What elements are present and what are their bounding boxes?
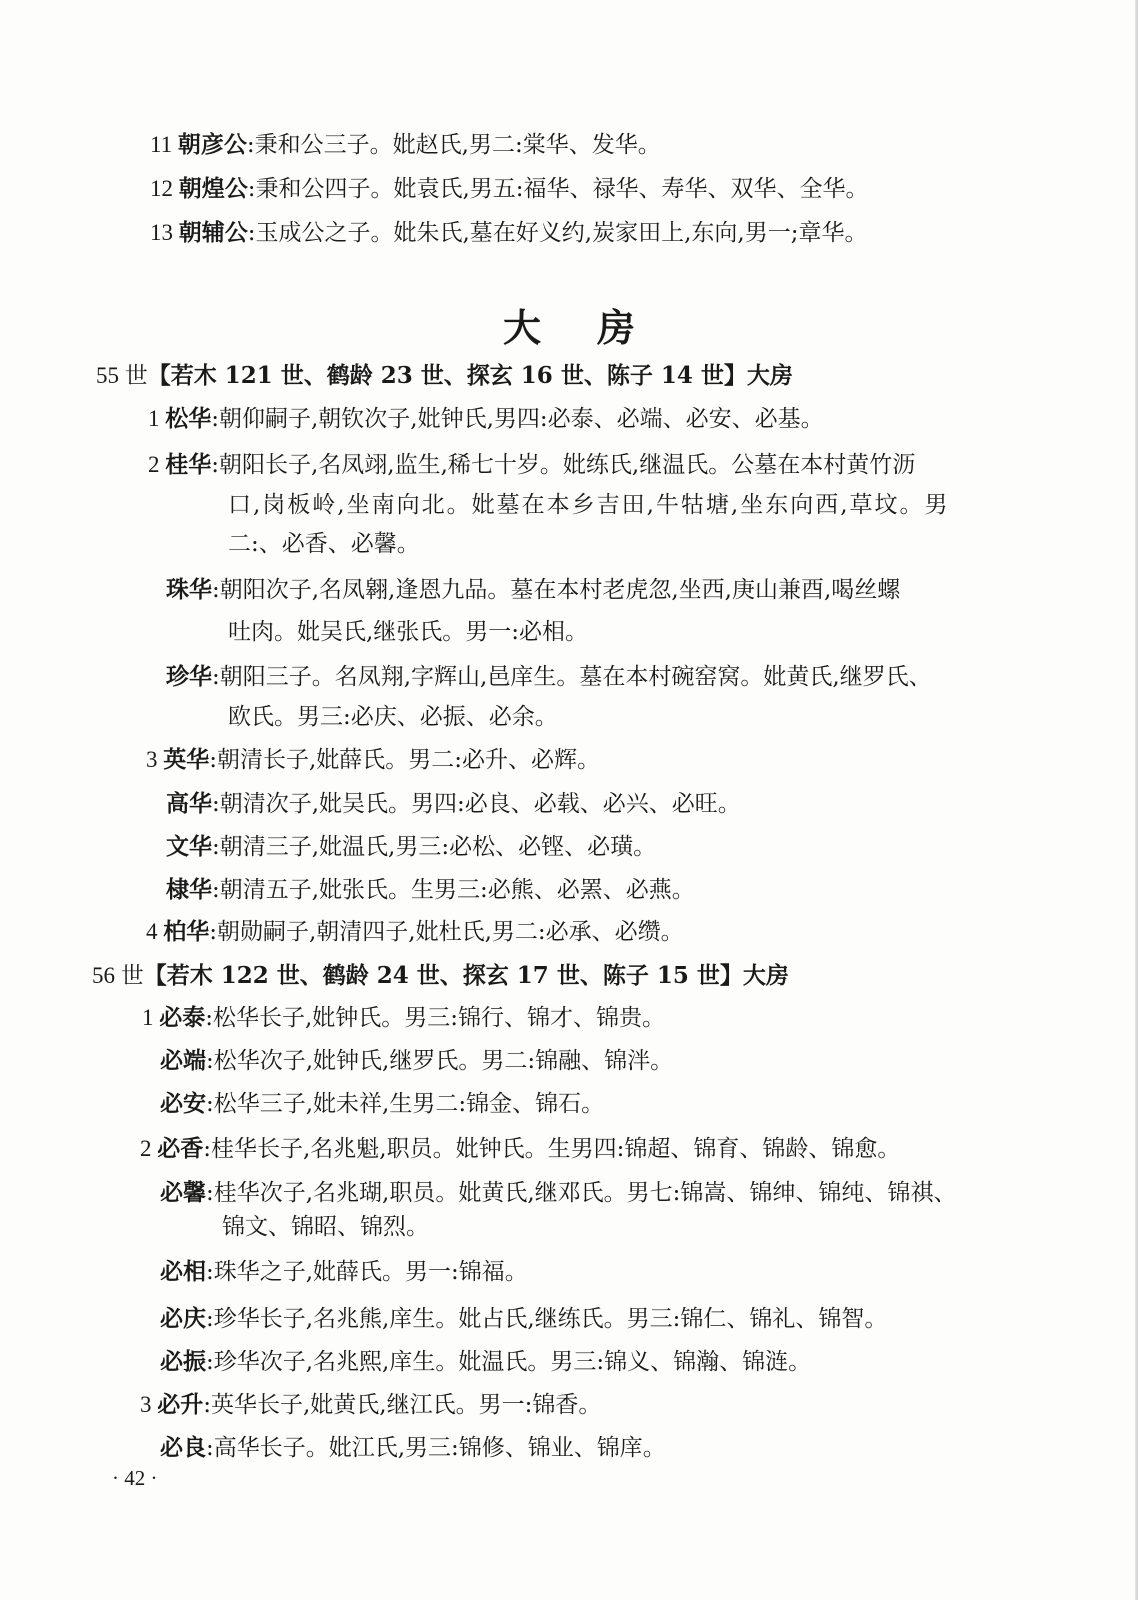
- entry-name: 必升: [157, 1391, 204, 1418]
- entry-guihua-cont-2: 二:、必香、必馨。: [228, 531, 420, 557]
- entry-biqing: [160, 1305, 887, 1333]
- generation-number: 55 世: [96, 363, 148, 388]
- entry-name: 朝辅公: [178, 219, 248, 246]
- entry-bian: [160, 1090, 604, 1118]
- entry-text: :珍华次子,名兆熙,庠生。妣温氏。男三:锦义、锦瀚、锦涟。: [206, 1349, 812, 1375]
- entry-text: :朝清次子,妣吴氏。男四:必良、必载、必兴、必旺。: [212, 791, 741, 817]
- generation-heading-55: [96, 362, 793, 390]
- entry-number: 2: [140, 1136, 158, 1161]
- entry-name: 桂华: [165, 451, 212, 478]
- entry-text: :朝清三子,妣温氏,男三:必松、必铿、必璜。: [212, 834, 657, 860]
- entry-zhenhua-cont: 欧氏。男三:必庆、必振、必余。: [228, 704, 558, 730]
- entry-text: :松华长子,妣钟氏。男三:锦行、锦才、锦贵。: [205, 1005, 666, 1031]
- entry-name: 必香: [157, 1135, 204, 1162]
- entry-baihua: [146, 918, 684, 946]
- entry-chaoyan: [150, 131, 661, 159]
- generation-lineage: 【若木 122 世、鹤龄 24 世、探玄 17 世、陈子 15 世】: [143, 962, 743, 989]
- entry-name: 必馨: [160, 1179, 206, 1206]
- entry-text: :松华次子,妣钟氏,继罗氏。男二:锦融、锦泮。: [206, 1048, 674, 1074]
- entry-songhua: [148, 405, 824, 433]
- entry-dihua: [166, 876, 695, 904]
- entry-bixiang: [140, 1135, 900, 1163]
- entry-text: :珍华长子,名兆熊,庠生。妣占氏,继练氏。男三:锦仁、锦礼、锦智。: [206, 1306, 888, 1332]
- entry-number: 12: [150, 176, 179, 201]
- entry-text: :珠华之子,妣薛氏。男一:锦福。: [206, 1259, 528, 1285]
- entry-zhuhua: [166, 576, 900, 604]
- entry-text: :松华三子,妣未祥,生男二:锦金、锦石。: [206, 1091, 605, 1117]
- entry-biduan: [160, 1047, 673, 1075]
- section-title: 大房: [502, 305, 691, 350]
- entry-chaohuang: [150, 175, 869, 203]
- entry-name: 朝煌公: [178, 175, 248, 202]
- entry-bitai: [142, 1004, 665, 1032]
- entry-name: 必振: [160, 1348, 206, 1375]
- page-number: · 42 ·: [112, 1466, 158, 1490]
- generation-branch: 大房: [746, 362, 793, 389]
- entry-name: 柏华: [163, 918, 210, 945]
- entry-text: :朝清五子,妣张氏。生男三:必熊、必罴、必燕。: [212, 877, 695, 903]
- entry-text: :玉成公之子。妣朱氏,墓在好义约,炭家田上,东向,男一;章华。: [247, 220, 868, 246]
- entry-yinghua: [146, 746, 600, 774]
- entry-chaofu: [150, 219, 868, 247]
- entry-text: :朝清长子,妣薛氏。男二:必升、必辉。: [209, 747, 601, 773]
- entry-guihua: [148, 451, 915, 479]
- entry-number: 1: [142, 1005, 160, 1030]
- generation-heading-56: [92, 962, 789, 990]
- entry-bixin-cont: 锦文、锦昭、锦烈。: [222, 1214, 429, 1240]
- entry-name: 高华: [166, 790, 212, 817]
- entry-name: 棣华: [166, 876, 212, 903]
- entry-number: 3: [140, 1392, 158, 1417]
- entry-name: 必泰: [159, 1004, 206, 1031]
- entry-wenhua: [166, 833, 656, 861]
- entry-name: 必相: [160, 1258, 206, 1285]
- entry-number: 11: [150, 132, 178, 157]
- entry-bisheng: [140, 1391, 601, 1419]
- generation-branch: 大房: [742, 962, 789, 989]
- entry-text: :秉和公三子。妣赵氏,男二:棠华、发华。: [246, 132, 661, 158]
- entry-number: 13: [150, 220, 179, 245]
- entry-text: :朝阳长子,名凤翊,监生,稀七十岁。妣练氏,继温氏。公墓在本村黄竹沥: [211, 452, 916, 478]
- entry-text: :朝勋嗣子,朝清四子,妣杜氏,男二:必承、必缵。: [209, 919, 684, 945]
- entry-text: :桂华次子,名兆瑚,职员。妣黄氏,继邓氏。男七:锦嵩、锦绅、锦纯、锦祺、: [206, 1180, 957, 1206]
- entry-guihua-cont-1: 口,岗板岭,坐南向北。妣墓在本乡吉田,牛牯塘,坐东向西,草坟。男: [228, 492, 950, 518]
- entry-number: 2: [148, 452, 166, 477]
- entry-name: 珍华: [166, 663, 212, 690]
- entry-bixiang2: [160, 1258, 528, 1286]
- entry-zhenhua: [166, 663, 932, 691]
- entry-gaohua: [166, 790, 741, 818]
- entry-text: :高华长子。妣江氏,男三:锦修、锦业、锦庠。: [206, 1435, 666, 1461]
- entry-number: 4: [146, 919, 164, 944]
- entry-text: :桂华长子,名兆魁,职员。妣钟氏。生男四:锦超、锦育、锦龄、锦愈。: [203, 1136, 901, 1162]
- generation-lineage: 【若木 121 世、鹤龄 23 世、探玄 16 世、陈子 14 世】: [147, 362, 747, 389]
- entry-name: 松华: [165, 405, 212, 432]
- entry-name: 文华: [166, 833, 212, 860]
- entry-bizhen: [160, 1348, 811, 1376]
- entry-name: 朝彦公: [177, 131, 247, 158]
- entry-text: :朝阳次子,名凤翱,逢恩九品。墓在本村老虎忽,坐西,庚山兼酉,喝丝螺: [212, 577, 901, 603]
- entry-name: 必端: [160, 1047, 206, 1074]
- entry-name: 必良: [160, 1434, 206, 1461]
- entry-number: 1: [148, 406, 166, 431]
- entry-name: 英华: [163, 746, 210, 773]
- entry-name: 必安: [160, 1090, 206, 1117]
- entry-biliang: [160, 1434, 666, 1462]
- entry-text: :秉和公四子。妣袁氏,男五:福华、禄华、寿华、双华、全华。: [247, 176, 869, 202]
- entry-zhuhua-cont: 吐肉。妣吴氏,继张氏。男一:必相。: [228, 619, 589, 645]
- entry-bixin: [160, 1179, 956, 1207]
- entry-text: :朝阳三子。名凤翔,字辉山,邑庠生。墓在本村碗窑窝。妣黄氏,继罗氏、: [212, 664, 932, 690]
- generation-number: 56 世: [92, 963, 144, 988]
- entry-text: :朝仰嗣子,朝钦次子,妣钟氏,男四:必泰、必端、必安、必基。: [211, 406, 824, 432]
- entry-number: 3: [146, 747, 164, 772]
- entry-name: 必庆: [160, 1305, 206, 1332]
- entry-name: 珠华: [166, 576, 212, 603]
- entry-text: :英华长子,妣黄氏,继江氏。男一:锦香。: [203, 1392, 602, 1418]
